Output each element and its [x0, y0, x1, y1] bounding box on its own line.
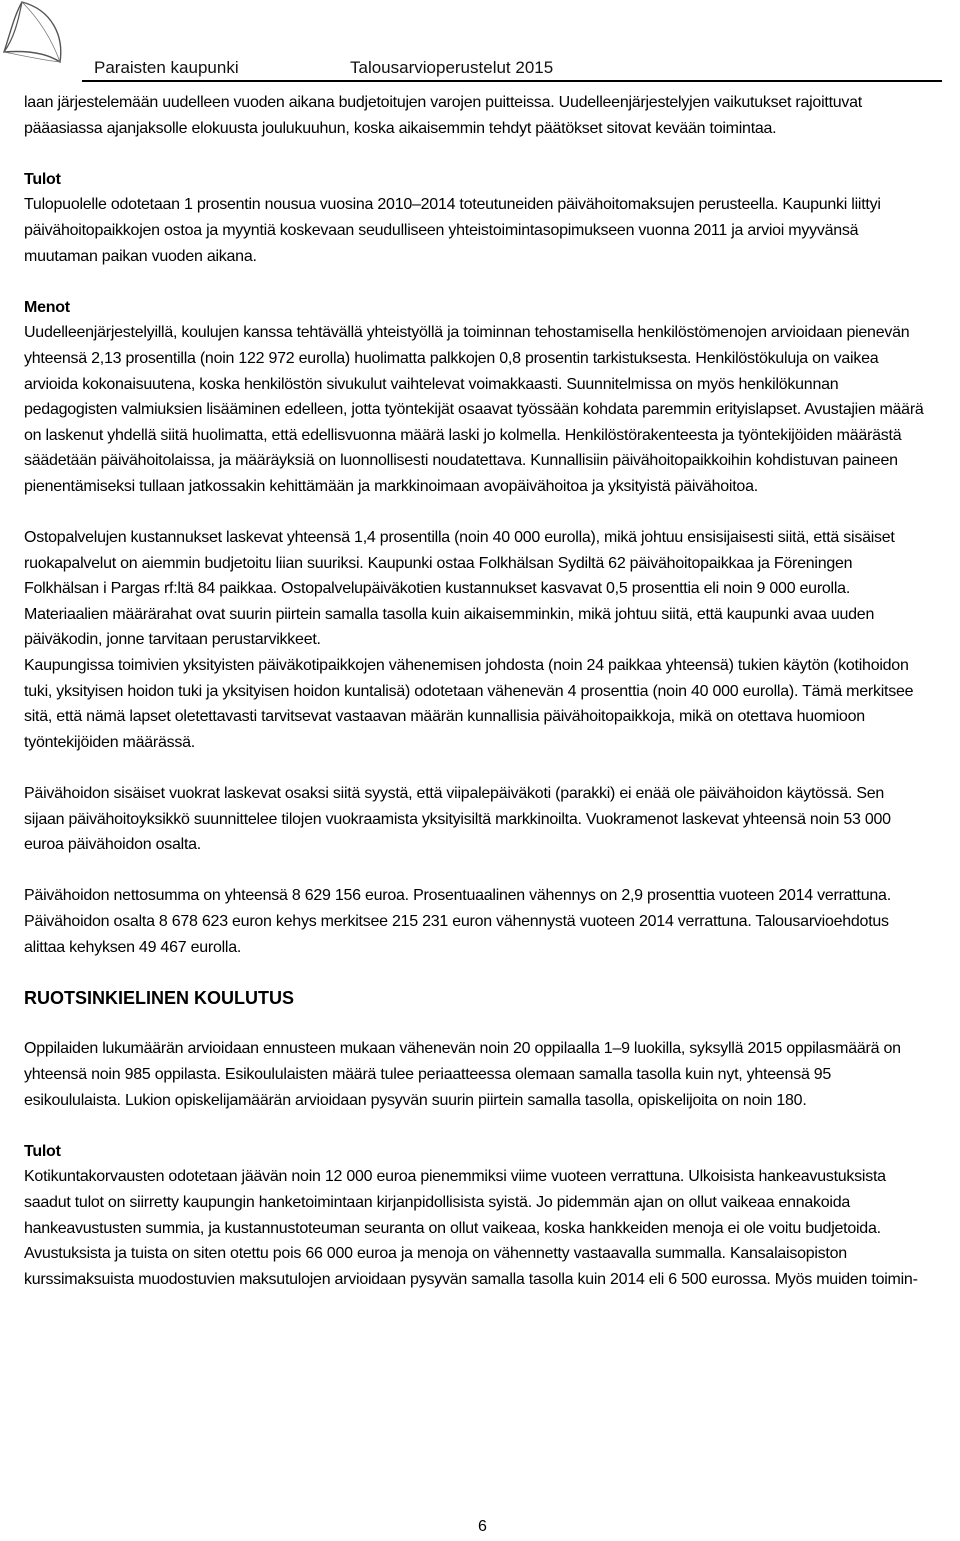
tulot2-heading: Tulot: [24, 1142, 61, 1160]
oppilaat-paragraph: Oppilaiden lukumäärän arvioidaan ennusteen mukaan vähenevän noin 20 oppilaalla 1–9 luokilla, syksyllä 2015 oppilasmäärä on yhteensä noin 985 oppilasta. Esikoululaisten määrä tulee periaatteessa olemaan samalla tasolla kuin nyt, yhteensä 95 esikoululaista. Lukion opiskelijamäärän arvioidaan pysyvän suurin piirtein samalla tasolla, opiskelijoita on noin 180.: [24, 1040, 901, 1109]
nettosumma-paragraph: Päivähoidon nettosumma on yhteensä 8 629 156 euroa. Prosentuaalinen vähennys on 2,9 prosenttia vuoteen 2014 verrattuna. Päivähoidon osalta 8 678 623 euron kehys merkitsee 215 231 euron vähennystä vuoteen 2014 verrattuna. Talousarvioehdotus alittaa kehyksen 49 467 eurolla.: [24, 887, 891, 956]
tulot2-paragraph: Kotikuntakorvausten odotetaan jäävän noin 12 000 euroa pienemmiksi viime vuoteen verrattuna. Ulkoisista hankeavustuksista saadut tulot on siirretty kaupungin hanketoimintaan kirjanpidollisista syistä. Jo pidemmän ajan on ollut vaikeaa ennakoida hankeavustusten summia, ja kustannustoteuman seuranta on ollut vaikeaa, koska hankkeiden menoja ei ole voitu budjetoida. Avustuksista ja tuista on siten otettu pois 66 000 euroa ja menoja on vähennetty vastaavalla summalla. Kansalaisopiston kurssimaksuista muodostuvien maksutulojen arvioidaan pysyvän samalla tasolla kuin 2014 eli 6 500 eurossa. Myös muiden toimin-: [24, 1168, 918, 1288]
header-document-title: Talousarvioperustelut 2015: [350, 58, 554, 77]
vuokrat-paragraph: Päivähoidon sisäiset vuokrat laskevat osaksi siitä syystä, että viipalepäiväkoti (parakki) ei enää ole päivähoidon käytössä. Sen sijaan päivähoitoyksikkö suunnittelee tilojen vuokraamista yksityisiltä markkinoilta. Vuokramenot laskevat yhteensä noin 53 000 euroa päivähoidon osalta.: [24, 785, 891, 854]
city-logo-icon: [0, 0, 68, 66]
menot-section: [24, 295, 924, 500]
tulot-heading: Tulot: [24, 170, 61, 188]
document-body: [24, 90, 924, 1318]
section-title: RUOTSINKIELINEN KOULUTUS: [24, 987, 294, 1008]
intro-paragraph: laan järjestelemään uudelleen vuoden aikana budjetoitujen varojen puitteissa. Uudelleenjärjestelyjen vaikutukset rajoittuvat pääasiassa ajanjaksolle elokuusta joulukuuhun, koska aikaisemmin tehdyt päätökset sitovat kevään toimintaa.: [24, 94, 862, 137]
tulot-section: [24, 167, 924, 269]
materiaalit-paragraph: Materiaalien määrärahat ovat suurin piirtein samalla tasolla kuin aikaisemminkin, mikä johtuu siitä, että kaupunki avaa uuden päiväkodin, jonne tarvitaan perustarvikkeet.: [24, 605, 875, 649]
yksityiset-paragraph: Kaupungissa toimivien yksityisten päiväkotipaikkojen vähenemisen johdosta (noin 24 paikkaa yhteensä) tukien käytön (kotihoidon tuki, yksityisen hoidon tuki ja yksityisen hoidon kuntalisä) odotetaan vähenevän 4 prosenttia (noin 40 000 eurolla). Tämä merkitsee sitä, että nämä lapset oletettavasti tarvitsevat vastaavan määrän kunnallisia päivähoitopaikkoja, mikä on otettava huomioon työntekijöiden määrässä.: [24, 657, 914, 751]
header-divider: [82, 80, 942, 82]
tulot2-section: [24, 1139, 924, 1293]
header-organization: Paraisten kaupunki: [94, 58, 239, 77]
menot-heading: Menot: [24, 298, 70, 316]
menot-paragraph: Uudelleenjärjestelyillä, koulujen kanssa tehtävällä yhteistyöllä ja toiminnan tehostamisella henkilöstömenojen arvioidaan pienevän yhteensä 2,13 prosentilla (noin 122 972 eurolla) huolimatta palkkojen 0,8 prosentin tarkistuksesta. Henkilöstökuluja on vaikea arvioida kokonaisuutena, koska henkilöstön sivukulut vaihtelevat voimakkaasti. Suunnitelmissa on myös henkilökunnan pedagogisten valmiuksien lisääminen edelleen, jotta työntekijät osaavat työssään kohdata paremmin erityislapset. Avustajien määrä on laskenut yhdellä siitä huolimatta, että edellisvuonna määrä laski jo kolmella. Henkilöstörakenteesta ja työntekijöiden määrästä säädetään päivähoitolaissa, ja määräyksiä on luonnollisesti noudatettava. Kunnallisiin päivähoitopaikkoihin kohdistuvan paineen pienentämiseksi tullaan jatkossakin kehittämään ja markkinoimaan avopäivähoitoa ja yksityistä päivähoitoa.: [24, 324, 924, 495]
ostopalvelut-paragraph: Ostopalvelujen kustannukset laskevat yhteensä 1,4 prosentilla (noin 40 000 eurolla), mikä johtuu ensisijaisesti siitä, että sisäiset ruokapalvelut on aiemmin budjetoitu liian suuriksi. Kaupunki ostaa Folkhälsan Sydiltä 62 päivähoitopaikkaa ja Föreningen Folkhälsan i Pargas rf:ltä 84 paikkaa. Ostopalvelupäiväkotien kustannukset kasvavat 0,5 prosenttia eli noin 9 000 eurolla.: [24, 529, 895, 598]
page-number: 6: [478, 1518, 487, 1535]
tulot-paragraph: Tulopuolelle odotetaan 1 prosentin nousua vuosina 2010–2014 toteutuneiden päivähoitomaksujen perusteella. Kaupunki liittyi päivähoitopaikkojen ostoa ja myyntiä koskevaan seudulliseen yhteistoimintasopimukseen vuonna 2011 ja arvioi myyvänsä muutaman paikan vuoden aikana.: [24, 196, 881, 265]
